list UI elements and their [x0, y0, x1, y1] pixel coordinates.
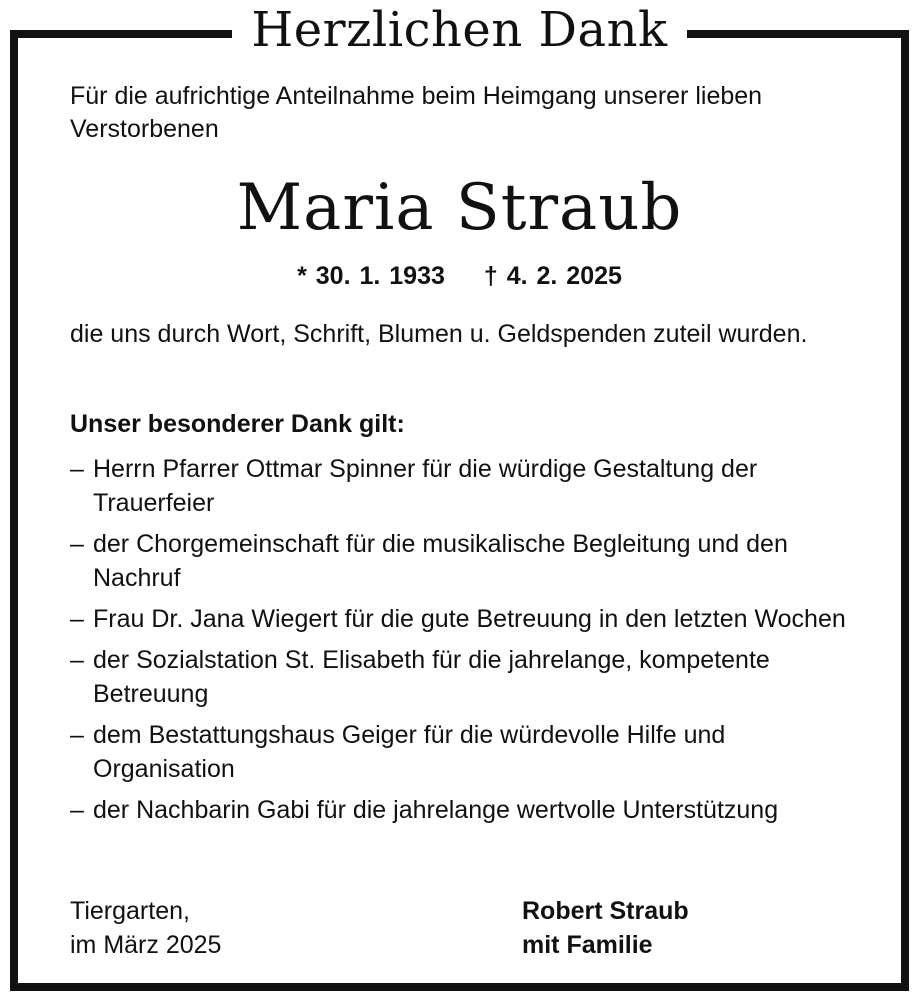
signer-name: Robert Straub — [522, 897, 689, 925]
deceased-name: Maria Straub — [236, 171, 683, 245]
signature — [522, 894, 689, 962]
list-item-text: der Chorgemeinschaft für die musikalische Begleitung und den Nachruf — [93, 530, 788, 592]
list-item — [70, 602, 860, 636]
thanks-text: die uns durch Wort, Schrift, Blumen u. Geldspenden zuteil wurden. — [70, 320, 808, 348]
notice-title: Herzlichen Dank — [232, 0, 687, 60]
list-item — [70, 527, 860, 595]
dash-marker: – — [70, 530, 84, 558]
life-dates — [0, 258, 919, 294]
dash-marker: – — [70, 796, 84, 824]
list-item-text: Frau Dr. Jana Wiegert für die gute Betreuung in den letzten Wochen — [93, 605, 846, 633]
birth-date: * 30. 1. 1933 — [297, 262, 445, 290]
list-item — [70, 643, 860, 711]
place: Tiergarten, — [70, 897, 190, 925]
dash-marker: – — [70, 605, 84, 633]
list-item-text: dem Bestattungshaus Geiger für die würdevolle Hilfe und Organisation — [93, 721, 726, 783]
dash-marker: – — [70, 455, 84, 483]
intro-text: Für die aufrichtige Anteilnahme beim Heimgang unserer lieben Verstorbenen — [70, 82, 763, 143]
list-item — [70, 793, 860, 827]
list-item — [70, 452, 860, 520]
signer-suffix: mit Familie — [522, 931, 653, 959]
special-thanks-heading: Unser besonderer Dank gilt: — [70, 410, 405, 438]
date: im März 2025 — [70, 931, 222, 959]
list-item-text: Herrn Pfarrer Ottmar Spinner für die würdige Gestaltung der Trauerfeier — [93, 455, 758, 517]
list-item-text: der Sozialstation St. Elisabeth für die jahrelange, kompetente Betreuung — [93, 646, 770, 708]
special-thanks-list — [70, 452, 860, 834]
list-item — [70, 718, 860, 786]
dash-marker: – — [70, 721, 84, 749]
dash-marker: – — [70, 646, 84, 674]
place-date — [70, 894, 221, 962]
list-item-text: der Nachbarin Gabi für die jahrelange wertvolle Unterstützung — [93, 796, 779, 824]
death-date: † 4. 2. 2025 — [483, 262, 622, 290]
